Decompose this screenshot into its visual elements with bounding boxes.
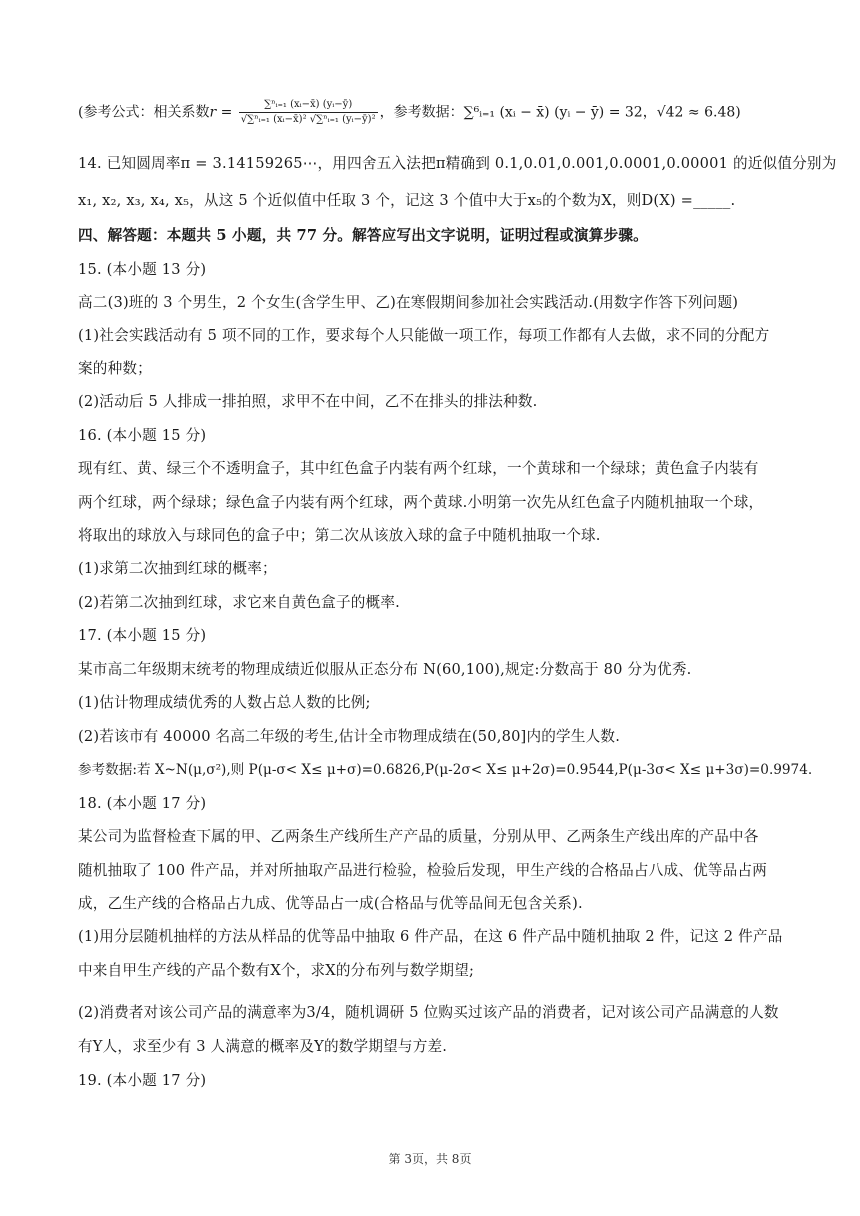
text-line: 某市高二年级期末统考的物理成绩近似服从正态分布 N(60,100),规定:分数高于 80 分为优秀. [78,661,692,678]
page-footer: 第 3页，共 8页 [388,1152,472,1166]
text-line: 将取出的球放入与球同色的盒子中；第二次从该放入球的盒子中随机抽取一个球. [78,527,601,544]
text-line: 两个红球，两个绿球；绿色盒子内装有两个红球，两个黄球.小明第一次先从红色盒子内随机抽取一个球， [78,494,764,511]
text-line: 现有红、黄、绿三个不透明盒子，其中红色盒子内装有两个红球，一个黄球和一个绿球；黄色盒子内装有 [78,460,759,477]
text-line: 某公司为监督检查下属的甲、乙两条生产线所生产产品的质量，分别从甲、乙两条生产线出库的产品中各 [78,828,759,845]
text-line: 有Y人，求至少有 3 人满意的概率及Y的数学期望与方差. [78,1038,448,1055]
text-line: 中来自甲生产线的产品个数有X个，求X的分布列与数学期望; [78,962,475,979]
formula-r: r = [209,104,233,121]
text-line: 14. 已知圆周率π = 3.14159265⋯，用四舍五入法把π精确到 0.1,0.01,0.001,0.0001,0.00001 的近似值分别为 [78,155,837,172]
text-line: x₁, x₂, x₃, x₄, x₅，从这 5 个近似值中任取 3 个，记这 3 个值中大于x₅的个数为X，则D(X) =_____. [78,192,736,209]
text-line: (1)求第二次抽到红球的概率； [78,560,277,577]
formula-suffix: ，参考数据：∑⁶ᵢ₌₁ (xᵢ − x̄) (yᵢ − ȳ) = 32，√42 ≈ 6.48) [379,104,741,121]
formula-prefix: (参考公式：相关系数 [78,104,210,121]
text-line: (2)若第二次抽到红球，求它来自黄色盒子的概率. [78,594,400,611]
text-line: (1)用分层随机抽样的方法从样品的优等品中抽取 6 件产品，在这 6 件产品中随机抽取 2 件，记这 2 件产品 [78,928,783,945]
section-heading: 四、解答题：本题共 5 小题，共 77 分。解答应写出文字说明，证明过程或演算步骤。 [78,227,648,244]
question-header: 17. (本小题 15 分) [78,627,207,644]
reference-formula-line [78,98,741,142]
text-line: (1)社会实践活动有 5 项不同的工作，要求每个人只能做一项工作，每项工作都有人去做，求不同的分配方 [78,327,770,344]
fraction-denominator: √∑ⁿᵢ₌₁ (xᵢ−x̄)² √∑ⁿᵢ₌₁ (yᵢ−ȳ)² [240,114,376,125]
text-line: 高二(3)班的 3 个男生，2 个女生(含学生甲、乙)在寒假期间参加社会实践活动.(用数字作答下列问题) [78,294,739,311]
text-line: (1)估计物理成绩优秀的人数占总人数的比例; [78,694,371,711]
fraction-numerator: ∑ⁿᵢ₌₁ (xᵢ−x̄) (yᵢ−ȳ) [239,98,378,113]
text-line: (2)消费者对该公司产品的满意率为3/4，随机调研 5 位购买过该产品的消费者，记对该公司产品满意的人数 [78,1004,779,1021]
text-line: 案的种数； [78,360,152,377]
text-line: (2)若该市有 40000 名高二年级的考生,估计全市物理成绩在(50,80]内的学生人数. [78,728,621,745]
question-header: 15. (本小题 13 分) [78,261,207,278]
text-line: 参考数据:若 X~N(μ,σ²),则 P(μ-σ< X≤ μ+σ)=0.6826,P(μ-2σ< X≤ μ+2σ)=0.9544,P(μ-3σ< X≤ μ+3σ)=0.9974. [78,762,813,778]
question-header: 16. (本小题 15 分) [78,427,207,444]
question-header: 19. (本小题 17 分) [78,1072,207,1089]
text-line: 随机抽取了 100 件产品，并对所抽取产品进行检验，检验后发现，甲生产线的合格品占八成、优等品占两 [78,862,768,879]
text-line: (2)活动后 5 人排成一排拍照，求甲不在中间，乙不在排头的排法种数. [78,393,538,410]
text-line: 成，乙生产线的合格品占九成、优等品占一成(合格品与优等品间无包含关系). [78,895,583,912]
correlation-fraction [239,98,378,127]
question-header: 18. (本小题 17 分) [78,795,207,812]
